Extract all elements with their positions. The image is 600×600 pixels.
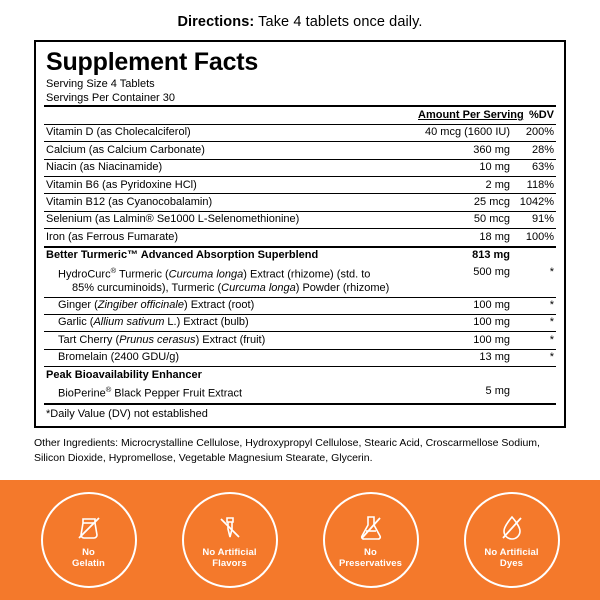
blend-ingredient-dv: * [510, 349, 556, 366]
nutrient-name: Niacin (as Niacinamide) [44, 159, 418, 176]
nutrient-name: Calcium (as Calcium Carbonate) [44, 142, 418, 159]
badge-label: No Preservatives [338, 547, 403, 569]
supplement-facts-panel [34, 40, 566, 428]
blend-ingredient-dv: * [510, 332, 556, 349]
flask-crossed-icon [354, 510, 388, 546]
directions-text: Take 4 tablets once daily. [254, 14, 423, 30]
blend-ingredient-amount: 100 mg [418, 314, 510, 331]
nutrient-dv: 100% [510, 229, 556, 247]
enhancer-ingredient-amount: 5 mg [485, 385, 510, 398]
enhancer-ingredient-name: BioPerine® Black Pepper Fruit Extract [58, 385, 243, 400]
nutrient-name: Iron (as Ferrous Fumarate) [44, 229, 418, 247]
table-row [44, 264, 556, 297]
gelatin-capsule-crossed-icon [72, 510, 106, 546]
blend-ingredient-dv: * [549, 265, 554, 278]
badge-no-preservatives [323, 492, 419, 588]
nutrient-dv: 200% [510, 124, 556, 141]
other-ingredients: Other Ingredients: Microcrystalline Cellulose, Hydroxypropyl Cellulose, Stearic Acid, Croscarmellose Sodium, Silicon Dioxide, Hypromellose, Vegetable Magnesium Stearate, Glycerin. [34, 436, 540, 464]
table-row [44, 332, 556, 349]
nutrient-amount: 40 mcg (1600 IU) [418, 124, 510, 141]
table-row [44, 177, 556, 194]
nutrient-dv: 1042% [510, 194, 556, 211]
table-row [44, 229, 556, 247]
panel-title: Supplement Facts [46, 48, 259, 76]
badge-label: No Gelatin [72, 547, 105, 569]
table-row [44, 314, 556, 331]
nutrient-dv: 63% [510, 159, 556, 176]
blend-dv [510, 247, 556, 264]
nutrient-amount: 50 mcg [418, 211, 510, 228]
enhancer-header-row [44, 367, 556, 384]
blend-ingredient-amount: 100 mg [418, 297, 510, 314]
nutrient-name: Selenium (as Lalmin® Se1000 L-Selenomethionine) [44, 211, 418, 228]
facts-header-row [44, 106, 556, 124]
table-row [44, 124, 556, 141]
header-spacer [44, 106, 418, 124]
blend-ingredient-amount: 500 mg [473, 265, 510, 278]
blend-ingredient-amount: 100 mg [418, 332, 510, 349]
blend-ingredient-dv: * [510, 314, 556, 331]
table-row [44, 297, 556, 314]
blend-ingredient-name: Ginger (Zingiber officinale) Extract (root) [44, 297, 418, 314]
daily-value-footnote: *Daily Value (DV) not established [44, 403, 556, 421]
blend-ingredient-name: Garlic (Allium sativum L.) Extract (bulb) [44, 314, 418, 331]
table-row [44, 159, 556, 176]
nutrient-amount: 25 mcg [418, 194, 510, 211]
nutrient-name: Vitamin B12 (as Cyanocobalamin) [44, 194, 418, 211]
badge-no-artificial-flavors [182, 492, 278, 588]
dropper-crossed-icon [213, 510, 247, 546]
blend-ingredient-amount: 13 mg [418, 349, 510, 366]
badge-no-artificial-dyes [464, 492, 560, 588]
blend-ingredient-name: HydroCurc® Turmeric (Curcuma longa) Extract (rhizome) (std. to 85% curcuminoids), Turmeric (Curcuma longa) Powder (rhizome) [58, 265, 390, 294]
nutrient-dv: 118% [510, 177, 556, 194]
nutrient-dv: 28% [510, 142, 556, 159]
table-row [44, 384, 556, 403]
blend-name: Better Turmeric™ Advanced Absorption Superblend [44, 247, 418, 264]
enhancer-name: Peak Bioavailability Enhancer [44, 367, 418, 384]
nutrient-name: Vitamin D (as Cholecalciferol) [44, 124, 418, 141]
enhancer-ingredient-dv [510, 384, 556, 403]
blend-ingredient-dv: * [510, 297, 556, 314]
table-row [44, 349, 556, 366]
nutrient-amount: 2 mg [418, 177, 510, 194]
nutrient-dv: 91% [510, 211, 556, 228]
table-row [44, 142, 556, 159]
blend-ingredient-name: Tart Cherry (Prunus cerasus) Extract (fruit) [44, 332, 418, 349]
enhancer-amount [418, 367, 510, 384]
blend-header-row [44, 247, 556, 264]
table-row [44, 211, 556, 228]
nutrient-amount: 360 mg [418, 142, 510, 159]
serving-size: Serving Size 4 Tablets [46, 78, 155, 91]
droplet-crossed-icon [495, 510, 529, 546]
nutrient-amount: 10 mg [418, 159, 510, 176]
directions-line [0, 0, 600, 40]
facts-table [44, 105, 556, 402]
directions-label: Directions: [177, 14, 255, 30]
nutrient-name: Vitamin B6 (as Pyridoxine HCl) [44, 177, 418, 194]
badge-no-gelatin [41, 492, 137, 588]
enhancer-dv [510, 367, 556, 384]
blend-ingredient-name: Bromelain (2400 GDU/g) [44, 349, 418, 366]
badge-label: No Artificial Flavors [202, 547, 257, 569]
header-amount-per-serving: Amount Per Serving [418, 106, 510, 124]
header-dv: %DV [510, 106, 556, 124]
servings-per-container: Servings Per Container 30 [46, 92, 176, 105]
table-row [44, 194, 556, 211]
blend-amount: 813 mg [418, 247, 510, 264]
nutrient-amount: 18 mg [418, 229, 510, 247]
badge-label: No Artificial Dyes [484, 547, 539, 569]
claims-badge-band [0, 480, 600, 600]
